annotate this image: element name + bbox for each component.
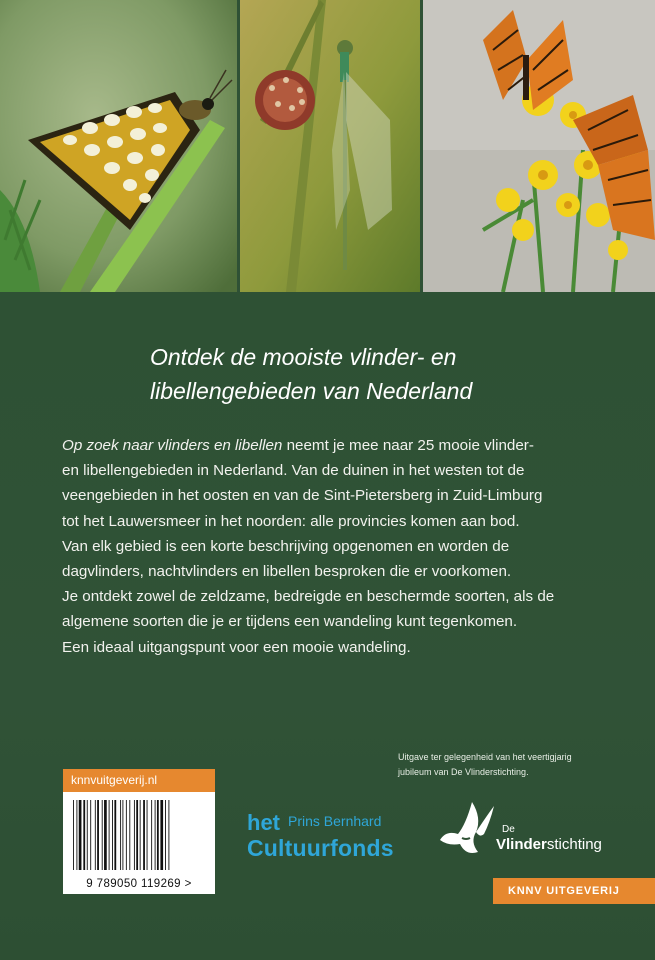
blurb-line-3: veengebieden in het oosten en van de Sint-Pietersberg in Zuid-Limburg [62, 487, 543, 505]
fonds-prins-bernhard: Prins Bernhard [288, 813, 382, 829]
fonds-het: het [247, 810, 280, 835]
logo-vlinder: Vlinder [496, 836, 547, 853]
isbn-barcode [63, 792, 215, 894]
blurb-line-7: Je ontdekt zowel de zeldzame, bedreigde en beschermde soorten, als de [62, 588, 555, 606]
blurb-line-5: Van elk gebied is een korte beschrijving opgenomen en worden de [62, 537, 510, 555]
fritillary-butterflies-photo [423, 0, 655, 292]
headline-line-1: Ontdek de mooiste vlinder- en [150, 344, 457, 370]
logo-name [496, 836, 602, 853]
publisher-name-bar: KNNV UITGEVERIJ [493, 878, 655, 904]
vlinderstichting-butterfly-logo [436, 794, 506, 864]
blurb-line-4: tot het Lauwersmeer in het noorden: alle provincies komen aan bod. [62, 512, 520, 530]
blurb-line-1 [62, 433, 622, 458]
vlinderstichting-logo [436, 794, 626, 864]
blurb [62, 433, 622, 660]
publisher-note-line-1: Uitgave ter gelegenheid van het veertigjarig [398, 752, 572, 762]
blurb-line-6: dagvlinders, nachtvlinders en libellen besproken die er voorkomen. [62, 563, 512, 581]
blurb-line-1-rest: neemt je mee naar 25 mooie vlinder- [282, 437, 534, 454]
headline-line-2: libellengebieden van Nederland [150, 378, 473, 404]
blurb-line-8: algemene soorten die je er tijdens een wandeling kunt tegenkomen. [62, 613, 518, 631]
fonds-cultuurfonds: Cultuurfonds [247, 835, 394, 861]
publisher-note [398, 750, 628, 780]
logo-stichting: stichting [546, 836, 602, 853]
photo-strip [0, 0, 655, 292]
isbn-number [63, 878, 215, 890]
damselfly-photo [240, 0, 420, 292]
blurb-line-9: Een ideaal uitgangspunt voor een mooie wandeling. [62, 638, 411, 656]
checkered-skipper-butterfly-photo [0, 0, 237, 292]
publisher-url: knnvuitgeverij.nl [63, 769, 215, 792]
book-title: Op zoek naar vlinders en libellen [62, 437, 283, 454]
cultuurfonds-logo [247, 812, 417, 861]
isbn-suffix: > [184, 878, 192, 890]
publisher-note-line-2: jubileum van De Vlinderstichting. [398, 767, 529, 777]
isbn-digits: 9 789050 119269 [86, 878, 181, 890]
logo-de: De [502, 824, 515, 835]
barcode-bars [71, 800, 207, 870]
headline [150, 340, 610, 408]
blurb-line-2: en libellengebieden in Nederland. Van de duinen in het westen tot de [62, 462, 525, 480]
